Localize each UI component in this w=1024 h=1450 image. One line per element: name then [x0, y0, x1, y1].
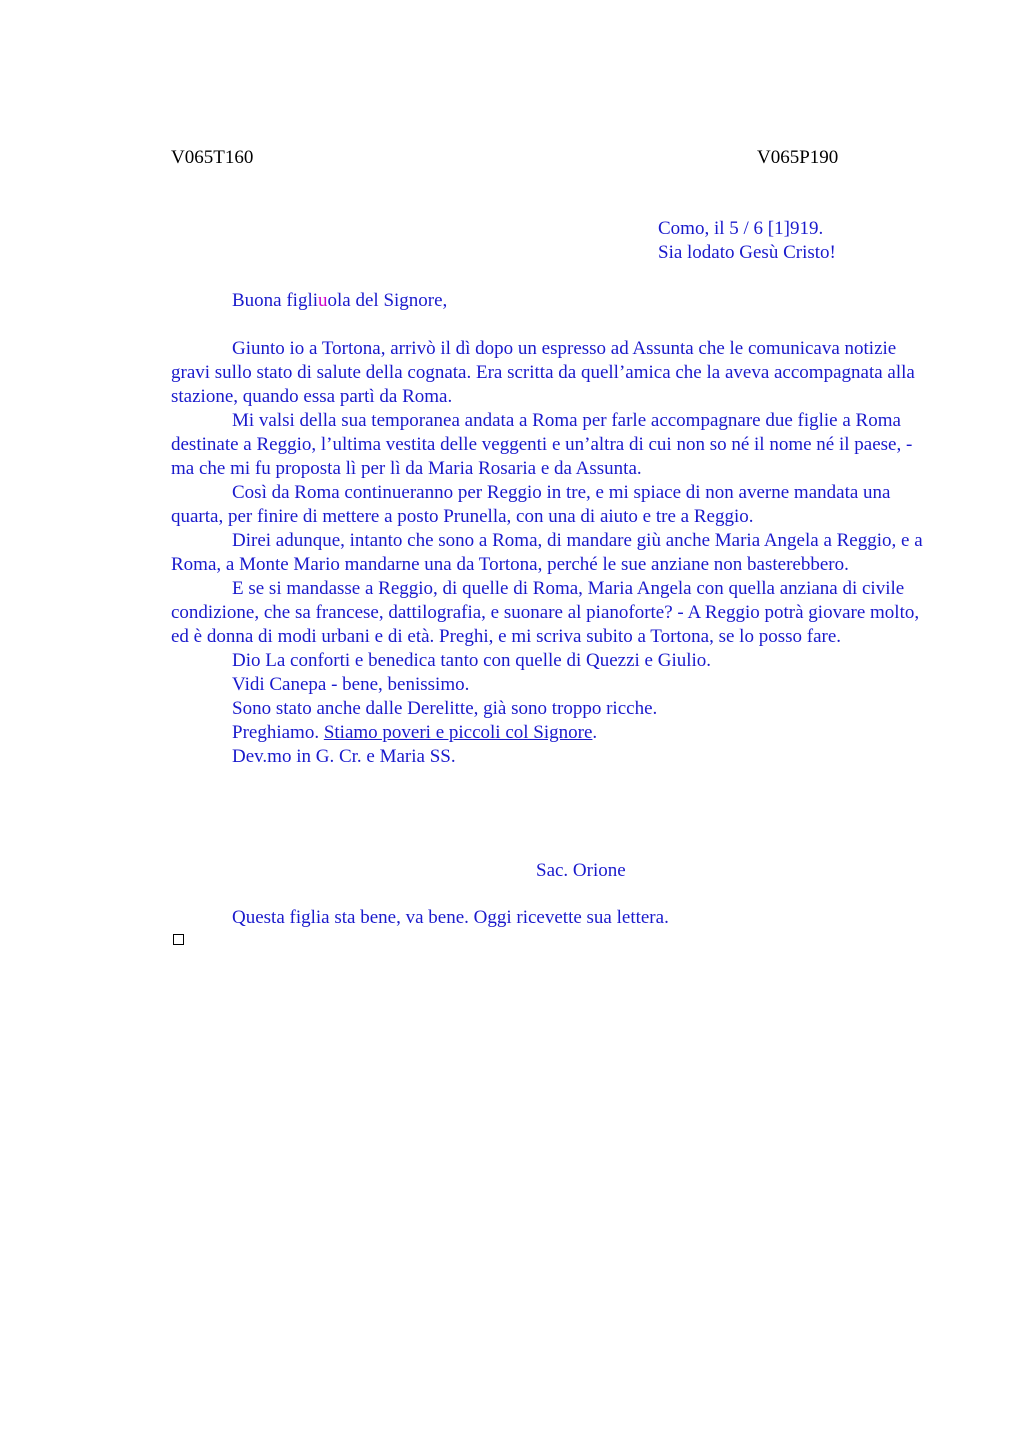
salutation: [232, 289, 447, 313]
salutation-part2: ola del Signore,: [327, 290, 448, 311]
paragraph: Direi adunque, intanto che sono a Roma, di mandare giù anche Maria Angela a Reggio, e a Roma, a Monte Mario mandarne una da Tortona, perché le sue anziane non basterebbero.: [171, 530, 923, 575]
prayer-underlined: Stiamo poveri e piccoli col Signore: [323, 722, 593, 743]
dateline: [658, 217, 836, 265]
postscript: Questa figlia sta bene, va bene. Oggi ricevette sua lettera.: [232, 907, 669, 928]
paragraph: Mi valsi della sua temporanea andata a Roma per farle accompagnare due figlie a Roma destinate a Reggio, l’ultima vestita delle veggenti e un’altra di cui non so né il nome né il paese, - ma che mi fu proposta lì per lì da Maria Rosaria e da Assunta.: [171, 410, 913, 479]
document-code-right: V065P190: [757, 147, 839, 168]
salutation-part1: Buona figli: [232, 290, 319, 311]
paragraph: Così da Roma continueranno per Reggio in tre, e mi spiace di non averne mandata una quarta, per finire di mettere a posto Prunella, con una di aiuto e tre a Reggio.: [171, 482, 891, 527]
paragraph: Vidi Canepa - bene, benissimo.: [232, 674, 470, 695]
paragraph: Dio La conforti e benedica tanto con quelle di Quezzi e Giulio.: [232, 650, 712, 671]
paragraph: Sono stato anche dalle Derelitte, già sono troppo ricche.: [232, 698, 658, 719]
salutation-highlight: u: [318, 290, 328, 311]
prayer-prefix: Preghiamo.: [232, 722, 324, 743]
place-date: Como, il 5 / 6 [1]919.: [658, 218, 824, 239]
paragraph: E se si mandasse a Reggio, di quelle di Roma, Maria Angela con quella anziana di civile condizione, che sa francese, dattilografia, e suonare al pianoforte? - A Reggio potrà giovare molto, ed è donna di modi urbani e di età. Preghi, e mi scriva subito a Tortona, se lo posso fare.: [171, 578, 920, 647]
devoted-closing: Dev.mo in G. Cr. e Maria SS.: [232, 746, 456, 767]
prayer-suffix: .: [592, 722, 598, 743]
letter-body: [171, 337, 923, 769]
prayer-line: [171, 721, 923, 745]
religious-greeting: Sia lodato Gesù Cristo!: [658, 242, 836, 263]
paragraph: Giunto io a Tortona, arrivò il dì dopo un espresso ad Assunta che le comunicava notizie gravi sullo stato di salute della cognata. Era scritta da quell’amica che la aveva accompagnata alla stazione, quando essa partì da Roma.: [171, 338, 915, 407]
checkbox-icon: [173, 934, 184, 945]
signature: Sac. Orione: [536, 860, 626, 881]
document-code-left: V065T160: [171, 147, 254, 168]
